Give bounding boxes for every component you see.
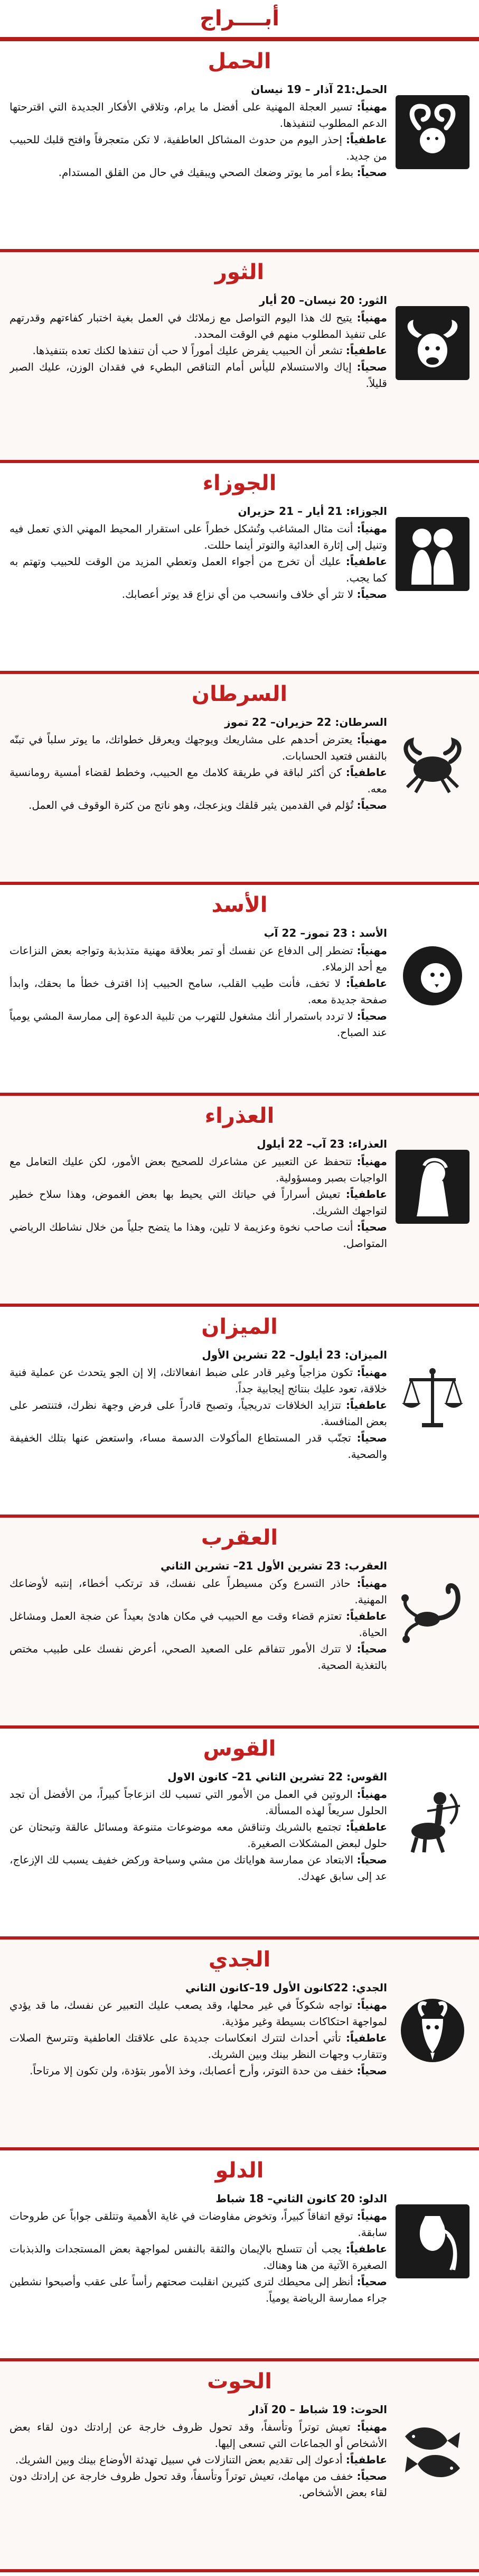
health-paragraph [10,2274,387,2306]
sign-body [10,1136,469,1298]
health-text: إياك والاستسلام لليأس أمام التناقص البطيء في فقدان الوزن، عليك الصبر قليلاً. [10,361,387,390]
sign-body [10,81,469,244]
work-paragraph [10,310,387,343]
health-text: أنت صاحب نخوة وعزيمة لا تلين، وهذا ما يتضح جلياً من خلال نشاطك الرياضي المتواصل. [10,1221,387,1250]
love-text: أدعوك إلى تقديم بعض التنازلات في سبيل تهدئة الأوضاع بينك وبين الشريك. [15,2453,343,2466]
sign-dates: الدلو: 20 كانون الثاني– 18 شباط [215,2192,387,2205]
love-paragraph [10,1186,387,1219]
love-paragraph [10,343,387,359]
love-text: تعتزم قضاء وقت مع الحبيب في مكان هادئ بعيداً عن ضجة العمل ومشاغل الحياة. [10,1610,387,1639]
sign-section-taurus [0,252,479,463]
work-paragraph [10,1997,387,2030]
sign-body [10,1558,469,1720]
health-text: تجنّب قدر المستطاع المأكولات الدسمة مساء، واستعض عنها بتلك الخفيفة والصحية. [10,1432,387,1461]
love-label: عاطفياً: [345,2242,387,2255]
love-text: تأتي أحداث لتترك انعكاسات جديدة على علاقتك العاطفية وتترسخ الصلات وتتقارب وجهات النظر بينك وبين الشريك. [10,2032,387,2061]
health-label: صحياً: [356,1221,387,1233]
sign-section-cancer [0,674,479,885]
work-text: حاذر التسرع وكن مسيطراً على نفسك، قد ترتكب أخطاء، إنتبه لأوضاعك المهنية. [10,1577,387,1606]
work-label: مهنياً: [356,100,387,113]
work-text: توقع اتفاقاً كبيراً، وتخوض مفاوضات في غاية الأهمية وتتلقى جواباً عن طروحات سابقة. [10,2210,387,2239]
love-text: تتزايد الخلافات تدريجياً، وتصبح قادراً على فرض وجهة نظرك، فتنتصر على بعض المنافسة. [10,1399,387,1428]
sign-body [10,2402,469,2564]
work-paragraph [10,1575,387,1608]
aquarius-water-bearer-icon [396,2204,469,2278]
love-paragraph [10,975,387,1008]
aries-ram-icon [396,95,469,169]
health-paragraph [10,797,387,814]
work-paragraph [10,2419,387,2452]
sign-text [10,503,387,603]
health-label: صحياً: [356,361,387,373]
love-text: إحذر اليوم من حدوث المشاكل العاطفية، لا تكن متعجرفاً وافتح قلبك للحبيب من جديد. [10,133,387,162]
work-text: يعترض أحدهم على مشاريعك ويوجهك ويعرقل خطواتك، ما يوتر سلباً في تبنّه بالنفس فتعيد الحسابات. [10,733,387,762]
health-text: خفف من حدة التوتر، وأرح أعصابك، وخذ الأمور بتؤدة، ولن تكون إلا مرتاحاً. [30,2064,354,2077]
work-paragraph [10,1364,387,1397]
pisces-fish-icon [396,2415,469,2489]
work-label: مهنياً: [356,1366,387,1379]
sign-dates: العذراء: 23 آب– 22 أيلول [257,1138,387,1150]
sign-dates: القوس: 22 تشرين الثاني 21– كانون الاول [167,1770,387,1783]
sign-text [10,1980,387,2079]
work-label: مهنياً: [356,522,387,535]
health-text: لا تثر أي خلاف وانسحب من أي نزاع قد يوتر أعصابك. [121,588,354,601]
health-paragraph [10,1641,387,1674]
health-label: صحياً: [356,2064,387,2077]
sign-section-capricorn [0,1940,479,2150]
sign-text [10,2402,387,2501]
sign-section-virgo [0,1096,479,1307]
sign-dates: العقرب: 23 تشرين الأول 21– تشرين الثاني [160,1559,387,1572]
health-paragraph [10,2063,387,2079]
sign-section-sagittarius [0,1729,479,1940]
work-text: تسير العجلة المهنية على أفضل ما يرام، وتلاقي الأفكار الجديدة التي اقترحتها الدعم المطلوب لتنفيذها. [10,100,387,130]
sign-title: الحمل [208,49,271,73]
sign-title: الجوزاء [202,471,277,495]
sign-section-pisces [0,2361,479,2572]
health-text: لا تردد باستمرار أنك مشغول للتهرب من تلبية الدعوة إلى ممارسة المشي يومياً عند الصباح. [10,1010,387,1039]
work-text: تضطر إلى الدفاع عن نفسك أو تمر بعلاقة مهنية متذبذبة وتواجه بعض النزاعات مع أحد الزملاء. [10,944,387,973]
love-label: عاطفياً: [345,977,387,990]
sign-text [10,1347,387,1463]
scorpio-scorpion-icon [396,1572,469,1646]
work-text: تواجه شكوكاً في غير محلها، وقد يصعب عليك التعبير عن نفسك، ما قد يؤدي لمواجهة احتكاكات بسيطة وغير مؤذية. [10,1999,387,2028]
love-paragraph [10,553,387,586]
health-label: صحياً: [356,1432,387,1444]
sign-body [10,1347,469,1509]
sign-body [10,1980,469,2142]
love-label: عاطفياً: [345,1188,387,1201]
work-label: مهنياً: [356,311,387,324]
sign-body [10,292,469,455]
love-text: عليك أن تخرج من أجواء العمل وتعطي المزيد من الوقت للحبيب وتهتم به كما يجب. [10,555,387,584]
gemini-twins-icon [396,517,469,591]
sign-section-aries [0,41,479,252]
health-paragraph [10,164,387,181]
signs-list [0,41,479,2572]
health-label: صحياً: [356,1642,387,1655]
sign-title: الأسد [211,893,268,917]
love-label: عاطفياً: [345,1821,387,1833]
work-label: مهنياً: [356,733,387,746]
sign-title: الميزان [201,1315,278,1339]
sign-title: الجدي [208,1947,271,1972]
health-label: صحياً: [356,1853,387,1866]
health-paragraph [10,1430,387,1463]
love-paragraph [10,1397,387,1430]
work-paragraph [10,2208,387,2241]
sign-body [10,503,469,666]
sign-section-aquarius [0,2150,479,2361]
health-paragraph [10,1852,387,1885]
health-paragraph [10,1219,387,1252]
work-text: الروتين في العمل من الأمور التي تسبب لك انزعاجاً كبيراً، من الأفضل أن تجد الحلول سريعاً لهذه المسألة. [10,1788,387,1817]
sign-title: السرطان [191,682,288,706]
cancer-crab-icon [396,728,469,802]
love-label: عاطفياً: [345,344,387,357]
sign-text [10,1769,387,1885]
health-paragraph [10,2468,387,2501]
work-paragraph [10,1786,387,1819]
love-label: عاطفياً: [345,555,387,568]
work-paragraph [10,521,387,553]
sign-title: العقرب [201,1526,278,1550]
work-paragraph [10,1153,387,1186]
sign-title: الدلو [215,2158,264,2183]
work-text: تعيش توتراً وتأسفاً، وقد تحول ظروف خارجة عن إرادتك دون لقاء بعض الأشخاص أو الجماعات التي تسعى إليها. [10,2421,387,2450]
love-label: عاطفياً: [345,2453,387,2466]
love-paragraph [10,132,387,164]
work-label: مهنياً: [356,1155,387,1168]
love-label: عاطفياً: [345,1610,387,1622]
page-title: أبــــراج [200,6,279,31]
work-paragraph [10,99,387,132]
love-label: عاطفياً: [345,766,387,779]
love-text: يجب أن تتسلح بالإيمان والثقة بالنفس لمواجهة بعض المستجدات والذبذبات الصغيرة الآتية من هنا وهناك. [10,2242,387,2272]
health-text: الابتعاد عن ممارسة هواياتك من مشي وسباحة وركض خفيف يسبب لك الإزعاج، عد إلى سابق عهدك. [10,1853,387,1882]
love-text: تعيش أسراراً في حياتك التي يحيط بها بعض الغموض، وهذا سلاح خطير لتواجهك الشريك. [10,1188,387,1217]
health-text: تُؤلم في القدمين يثير قلقك ويزعجك، وهو ناتج من كثرة الوقوف في العمل. [29,799,354,811]
sign-text [10,925,387,1041]
health-paragraph [10,359,387,392]
love-label: عاطفياً: [345,133,387,146]
health-text: لا تترك الأمور تتفاقم على الصعيد الصحي، أعرض نفسك على طبيب مختص بالتغذية الصحية. [10,1642,387,1672]
love-paragraph [10,764,387,797]
sign-dates: الثور: 20 نيسان– 20 أيار [259,294,387,307]
sign-body [10,714,469,876]
sign-body [10,925,469,1087]
health-label: صحياً: [356,799,387,811]
work-label: مهنياً: [356,944,387,957]
work-text: تكون مزاجياً وغير قادر على ضبط انفعالاتك، إلا إن الجو يتحدث عن عملية فنية خلاقة، تعود عليك بنتائج إيجابية جداً. [10,1366,387,1395]
sign-title: الحوت [207,2369,272,2394]
health-label: صحياً: [356,166,387,179]
sign-dates: الجدي: 22كانون الأول 19–كانون الثاني [185,1981,387,1994]
sign-dates: الجوزاء: 21 أيار – 21 حزيران [238,505,387,518]
sign-dates: الحمل:21 آذار – 19 نيسان [251,83,387,96]
sign-section-scorpio [0,1518,479,1729]
sign-title: القوس [203,1737,276,1761]
sign-dates: السرطان: 22 حزيران– 22 تموز [224,716,387,728]
virgo-maiden-icon [396,1150,469,1224]
love-text: لا تخف، فأنت طيب القلب، سامح الحبيب إذا اقترف خطأ ما بحقك، وابدأ صفحة جديدة معه. [10,977,387,1006]
work-label: مهنياً: [356,1999,387,2011]
health-label: صحياً: [356,2275,387,2288]
work-label: مهنياً: [356,2210,387,2222]
health-paragraph [10,1008,387,1041]
love-paragraph [10,1819,387,1852]
taurus-bull-icon [396,306,469,380]
love-label: عاطفياً: [345,2032,387,2044]
sign-text [10,1136,387,1252]
love-paragraph [10,1608,387,1641]
sign-text [10,1558,387,1674]
sign-body [10,2191,469,2353]
health-paragraph [10,586,387,603]
love-text: تجتمع بالشريك وتناقش معه موضوعات متنوعة ومسائل عالقة وتبحثان عن حلول لبعض المشكلات الصغيرة. [10,1821,387,1850]
sagittarius-archer-icon [396,1783,469,1857]
love-paragraph [10,2030,387,2063]
page-header [0,0,479,41]
health-text: بطء أمر ما يوتر وضعك الصحي ويبقيك في حال من القلق المستدام. [58,166,354,179]
work-text: تتحفظ عن التعبير عن مشاعرك للصحيح بعض الأمور، لكن عليك التعامل مع الواجبات بصبر ومسؤولية. [10,1155,387,1184]
love-text: تشعر أن الحبيب يفرض عليك أموراً لا حب أن تنفذها لكنك تعده بتنفيذها. [32,344,343,357]
work-text: أنت مثال المشاغب وتُشكل خطراً على استقرار المحيط المهني الذي تعمل فيه وتنيل إلى إثارة العدائية والتوتر أينما حللت. [10,522,387,551]
leo-lion-icon [396,939,469,1013]
health-text: خفف من مهامك، تعيش توتراً وتأسفاً، وقد تحول ظروف خارجة عن إرادتك دون لقاء بعض الأشخاص. [10,2470,387,2499]
work-label: مهنياً: [356,1788,387,1801]
sign-text [10,81,387,181]
libra-scales-icon [396,1361,469,1435]
health-label: صحياً: [356,1010,387,1022]
love-text: كن أكثر لباقة في طريقة كلامك مع الحبيب، وخطط لقضاء أمسية رومانسية معه. [10,766,387,795]
work-paragraph [10,732,387,764]
sign-text [10,714,387,814]
work-text: يتيح لك هذا اليوم التواصل مع زملائك في العمل بغية اختبار كفاءتهم وقدرتهم على تنفيذ المطلوب منهم في الوقت المحدد. [10,311,387,340]
love-label: عاطفياً: [345,1399,387,1411]
sign-body [10,1769,469,1931]
work-paragraph [10,943,387,975]
sign-section-leo [0,885,479,1096]
sign-dates: الأسد : 23 تموز– 22 آب [264,927,387,939]
work-label: مهنياً: [356,1577,387,1590]
sign-text [10,2191,387,2306]
work-label: مهنياً: [356,2421,387,2433]
love-paragraph [10,2452,387,2468]
sign-title: الثور [214,260,265,284]
health-label: صحياً: [356,2470,387,2482]
sign-section-libra [0,1307,479,1518]
health-label: صحياً: [356,588,387,601]
sign-title: العذراء [204,1104,275,1128]
love-paragraph [10,2241,387,2274]
sign-text [10,292,387,392]
sign-dates: الحوت: 19 شباط – 20 آذار [249,2403,387,2416]
health-text: أنظر إلى محيطك لترى كثيرين انقلبت صحتهم رأساً على عقب وأصبحوا نشطين جراء ممارسة الرياضة يومياً. [10,2275,387,2304]
capricorn-goat-icon [396,1993,469,2067]
sign-section-gemini [0,463,479,674]
sign-dates: الميزان: 23 أيلول– 22 تشرين الأول [202,1349,387,1361]
